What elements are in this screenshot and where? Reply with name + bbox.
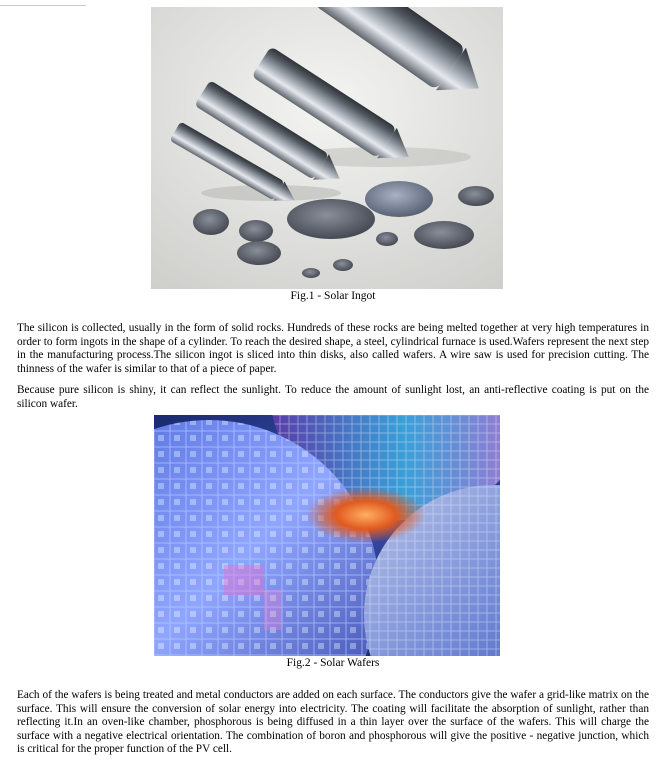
solar-wafers-image: [154, 415, 500, 656]
paragraph-wafer-treatment: Each of the wafers is being treated and metal conductors are added on each surface. The conductors give the wafer a grid-like matrix on the surface. This will ensure the conversion of solar energy into electricity. The coating will facilitate the absorption of sunlight, rather than reflecting it.In an oven-like chamber, phosphorous is being diffused in a thin layer over the surface of the wafers. This will charge the surface with a negative electrical orientation. The combination of boron and phosphorous will give the positive - negative junction, which is critical for the proper function of the PV cell.: [17, 689, 649, 756]
paragraph-anti-reflective-coating: Because pure silicon is shiny, it can reflect the sunlight. To reduce the amount of sunlight lost, an anti-reflective coating is put on the silicon wafer.: [17, 384, 649, 410]
paragraph-silicon-ingots: The silicon is collected, usually in the form of solid rocks. Hundreds of these rocks are being melted together at very high temperatures in order to form ingots in the shape of a cylinder. To reach the desired shape, a steel, cylindrical furnace is used.Wafers represent the next step in the manufacturing process.The silicon ingot is sliced into thin disks, also called wafers. A wire saw is used for precision cutting. The thinness of the wafer is similar to that of a piece of paper.: [17, 322, 649, 375]
solar-ingot-image: [151, 7, 503, 289]
figure-1-caption: Fig.1 - Solar Ingot: [290, 290, 376, 302]
top-divider: [0, 0, 86, 6]
figure-2-caption: Fig.2 - Solar Wafers: [286, 657, 380, 669]
